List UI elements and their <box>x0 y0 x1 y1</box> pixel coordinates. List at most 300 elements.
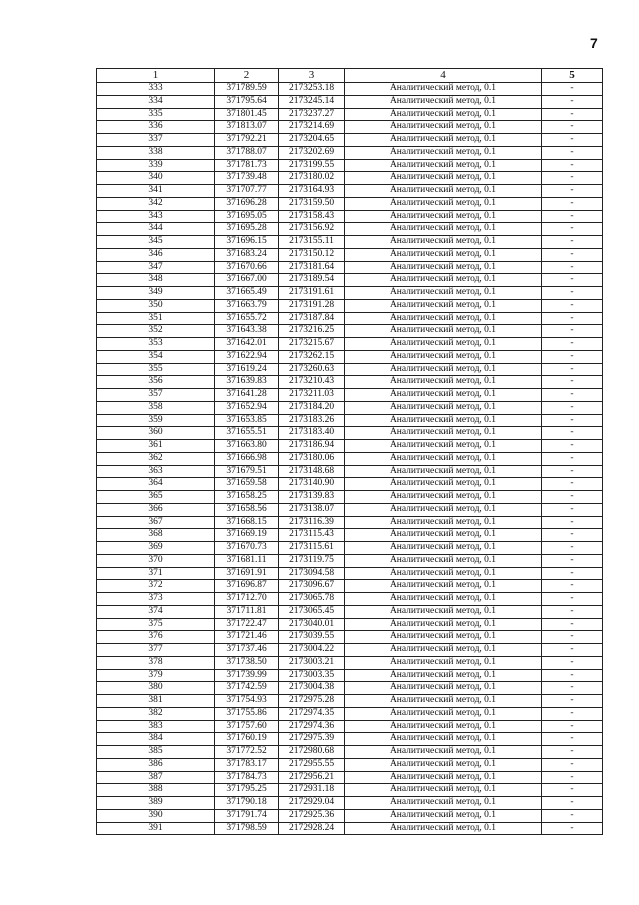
method-cell: Аналитический метод, 0.1 <box>345 746 542 759</box>
table-row <box>97 146 603 159</box>
y-coordinate-cell: 2172929.04 <box>279 797 345 810</box>
method-cell: Аналитический метод, 0.1 <box>345 771 542 784</box>
table-row <box>97 108 603 121</box>
y-coordinate-cell: 2173191.61 <box>279 287 345 300</box>
point-number-cell: 371 <box>97 567 215 580</box>
x-coordinate-cell: 371791.74 <box>215 809 279 822</box>
table-row <box>97 682 603 695</box>
dash-cell: - <box>542 644 603 657</box>
dash-cell: - <box>542 593 603 606</box>
x-coordinate-cell: 371655.72 <box>215 312 279 325</box>
point-number-cell: 359 <box>97 414 215 427</box>
y-coordinate-cell: 2172974.36 <box>279 720 345 733</box>
table-row <box>97 414 603 427</box>
x-coordinate-cell: 371667.00 <box>215 274 279 287</box>
dash-cell: - <box>542 631 603 644</box>
method-cell: Аналитический метод, 0.1 <box>345 248 542 261</box>
dash-cell: - <box>542 516 603 529</box>
table-row <box>97 478 603 491</box>
method-cell: Аналитический метод, 0.1 <box>345 669 542 682</box>
method-cell: Аналитический метод, 0.1 <box>345 822 542 835</box>
dash-cell: - <box>542 146 603 159</box>
point-number-cell: 368 <box>97 529 215 542</box>
y-coordinate-cell: 2173210.43 <box>279 376 345 389</box>
x-coordinate-cell: 371772.52 <box>215 746 279 759</box>
dash-cell: - <box>542 350 603 363</box>
point-number-cell: 385 <box>97 746 215 759</box>
x-coordinate-cell: 371754.93 <box>215 695 279 708</box>
method-cell: Аналитический метод, 0.1 <box>345 605 542 618</box>
method-cell: Аналитический метод, 0.1 <box>345 427 542 440</box>
y-coordinate-cell: 2173003.35 <box>279 669 345 682</box>
point-number-cell: 337 <box>97 134 215 147</box>
point-number-cell: 339 <box>97 159 215 172</box>
method-cell: Аналитический метод, 0.1 <box>345 389 542 402</box>
table-row <box>97 618 603 631</box>
y-coordinate-cell: 2173140.90 <box>279 478 345 491</box>
method-cell: Аналитический метод, 0.1 <box>345 631 542 644</box>
point-number-cell: 341 <box>97 185 215 198</box>
x-coordinate-cell: 371695.05 <box>215 210 279 223</box>
dash-cell: - <box>542 758 603 771</box>
method-cell: Аналитический метод, 0.1 <box>345 325 542 338</box>
header-col-1: 1 <box>97 69 215 83</box>
point-number-cell: 348 <box>97 274 215 287</box>
method-cell: Аналитический метод, 0.1 <box>345 542 542 555</box>
y-coordinate-cell: 2173180.06 <box>279 452 345 465</box>
dash-cell: - <box>542 248 603 261</box>
x-coordinate-cell: 371781.73 <box>215 159 279 172</box>
method-cell: Аналитический метод, 0.1 <box>345 656 542 669</box>
table-row <box>97 95 603 108</box>
table-row <box>97 440 603 453</box>
table-row <box>97 159 603 172</box>
x-coordinate-cell: 371788.07 <box>215 146 279 159</box>
method-cell: Аналитический метод, 0.1 <box>345 287 542 300</box>
x-coordinate-cell: 371665.49 <box>215 287 279 300</box>
dash-cell: - <box>542 223 603 236</box>
dash-cell: - <box>542 414 603 427</box>
method-cell: Аналитический метод, 0.1 <box>345 491 542 504</box>
point-number-cell: 334 <box>97 95 215 108</box>
y-coordinate-cell: 2173139.83 <box>279 491 345 504</box>
dash-cell: - <box>542 682 603 695</box>
y-coordinate-cell: 2173065.78 <box>279 593 345 606</box>
y-coordinate-cell: 2173138.07 <box>279 503 345 516</box>
dash-cell: - <box>542 427 603 440</box>
dash-cell: - <box>542 338 603 351</box>
point-number-cell: 349 <box>97 287 215 300</box>
table-body <box>97 83 603 835</box>
method-cell: Аналитический метод, 0.1 <box>345 503 542 516</box>
header-col-5: 5 <box>542 69 603 83</box>
method-cell: Аналитический метод, 0.1 <box>345 797 542 810</box>
x-coordinate-cell: 371643.38 <box>215 325 279 338</box>
point-number-cell: 367 <box>97 516 215 529</box>
y-coordinate-cell: 2173187.84 <box>279 312 345 325</box>
dash-cell: - <box>542 185 603 198</box>
table-row <box>97 491 603 504</box>
table-row <box>97 542 603 555</box>
y-coordinate-cell: 2173211.03 <box>279 389 345 402</box>
x-coordinate-cell: 371798.59 <box>215 822 279 835</box>
x-coordinate-cell: 371652.94 <box>215 401 279 414</box>
method-cell: Аналитический метод, 0.1 <box>345 618 542 631</box>
dash-cell: - <box>542 197 603 210</box>
header-col-4: 4 <box>345 69 542 83</box>
method-cell: Аналитический метод, 0.1 <box>345 83 542 96</box>
table-row <box>97 644 603 657</box>
dash-cell: - <box>542 389 603 402</box>
method-cell: Аналитический метод, 0.1 <box>345 452 542 465</box>
method-cell: Аналитический метод, 0.1 <box>345 593 542 606</box>
y-coordinate-cell: 2173215.67 <box>279 338 345 351</box>
point-number-cell: 356 <box>97 376 215 389</box>
point-number-cell: 347 <box>97 261 215 274</box>
table-row <box>97 503 603 516</box>
y-coordinate-cell: 2173202.69 <box>279 146 345 159</box>
table-row <box>97 720 603 733</box>
point-number-cell: 373 <box>97 593 215 606</box>
x-coordinate-cell: 371655.51 <box>215 427 279 440</box>
y-coordinate-cell: 2173237.27 <box>279 108 345 121</box>
point-number-cell: 384 <box>97 733 215 746</box>
table-row <box>97 299 603 312</box>
x-coordinate-cell: 371641.28 <box>215 389 279 402</box>
dash-cell: - <box>542 720 603 733</box>
table-row <box>97 631 603 644</box>
table-row <box>97 376 603 389</box>
x-coordinate-cell: 371696.15 <box>215 236 279 249</box>
point-number-cell: 377 <box>97 644 215 657</box>
point-number-cell: 381 <box>97 695 215 708</box>
y-coordinate-cell: 2172975.39 <box>279 733 345 746</box>
table-row <box>97 121 603 134</box>
dash-cell: - <box>542 83 603 96</box>
point-number-cell: 389 <box>97 797 215 810</box>
method-cell: Аналитический метод, 0.1 <box>345 733 542 746</box>
method-cell: Аналитический метод, 0.1 <box>345 121 542 134</box>
dash-cell: - <box>542 210 603 223</box>
table-row <box>97 809 603 822</box>
y-coordinate-cell: 2173096.67 <box>279 580 345 593</box>
method-cell: Аналитический метод, 0.1 <box>345 784 542 797</box>
method-cell: Аналитический метод, 0.1 <box>345 261 542 274</box>
point-number-cell: 336 <box>97 121 215 134</box>
dash-cell: - <box>542 159 603 172</box>
dash-cell: - <box>542 809 603 822</box>
x-coordinate-cell: 371642.01 <box>215 338 279 351</box>
method-cell: Аналитический метод, 0.1 <box>345 809 542 822</box>
method-cell: Аналитический метод, 0.1 <box>345 758 542 771</box>
x-coordinate-cell: 371670.73 <box>215 542 279 555</box>
point-number-cell: 361 <box>97 440 215 453</box>
method-cell: Аналитический метод, 0.1 <box>345 274 542 287</box>
method-cell: Аналитический метод, 0.1 <box>345 376 542 389</box>
x-coordinate-cell: 371622.94 <box>215 350 279 363</box>
table-row <box>97 274 603 287</box>
y-coordinate-cell: 2172925.36 <box>279 809 345 822</box>
dash-cell: - <box>542 529 603 542</box>
table-row <box>97 465 603 478</box>
dash-cell: - <box>542 261 603 274</box>
x-coordinate-cell: 371658.25 <box>215 491 279 504</box>
point-number-cell: 345 <box>97 236 215 249</box>
table-row <box>97 363 603 376</box>
point-number-cell: 352 <box>97 325 215 338</box>
y-coordinate-cell: 2173204.65 <box>279 134 345 147</box>
point-number-cell: 343 <box>97 210 215 223</box>
table-row <box>97 134 603 147</box>
x-coordinate-cell: 371711.81 <box>215 605 279 618</box>
x-coordinate-cell: 371739.48 <box>215 172 279 185</box>
dash-cell: - <box>542 299 603 312</box>
method-cell: Аналитический метод, 0.1 <box>345 350 542 363</box>
point-number-cell: 390 <box>97 809 215 822</box>
y-coordinate-cell: 2173181.64 <box>279 261 345 274</box>
point-number-cell: 365 <box>97 491 215 504</box>
point-number-cell: 363 <box>97 465 215 478</box>
y-coordinate-cell: 2173253.18 <box>279 83 345 96</box>
dash-cell: - <box>542 376 603 389</box>
method-cell: Аналитический метод, 0.1 <box>345 695 542 708</box>
y-coordinate-cell: 2173003.21 <box>279 656 345 669</box>
y-coordinate-cell: 2173004.38 <box>279 682 345 695</box>
y-coordinate-cell: 2173158.43 <box>279 210 345 223</box>
method-cell: Аналитический метод, 0.1 <box>345 185 542 198</box>
point-number-cell: 342 <box>97 197 215 210</box>
point-number-cell: 378 <box>97 656 215 669</box>
x-coordinate-cell: 371739.99 <box>215 669 279 682</box>
dash-cell: - <box>542 452 603 465</box>
dash-cell: - <box>542 440 603 453</box>
x-coordinate-cell: 371712.70 <box>215 593 279 606</box>
dash-cell: - <box>542 401 603 414</box>
method-cell: Аналитический метод, 0.1 <box>345 299 542 312</box>
dash-cell: - <box>542 95 603 108</box>
method-cell: Аналитический метод, 0.1 <box>345 363 542 376</box>
dash-cell: - <box>542 312 603 325</box>
x-coordinate-cell: 371696.28 <box>215 197 279 210</box>
y-coordinate-cell: 2173155.11 <box>279 236 345 249</box>
x-coordinate-cell: 371813.07 <box>215 121 279 134</box>
dash-cell: - <box>542 733 603 746</box>
point-number-cell: 360 <box>97 427 215 440</box>
table-row <box>97 197 603 210</box>
dash-cell: - <box>542 121 603 134</box>
y-coordinate-cell: 2173184.20 <box>279 401 345 414</box>
method-cell: Аналитический метод, 0.1 <box>345 108 542 121</box>
point-number-cell: 386 <box>97 758 215 771</box>
method-cell: Аналитический метод, 0.1 <box>345 210 542 223</box>
y-coordinate-cell: 2172975.28 <box>279 695 345 708</box>
point-number-cell: 382 <box>97 707 215 720</box>
dash-cell: - <box>542 363 603 376</box>
header-col-3: 3 <box>279 69 345 83</box>
y-coordinate-cell: 2173180.02 <box>279 172 345 185</box>
method-cell: Аналитический метод, 0.1 <box>345 172 542 185</box>
y-coordinate-cell: 2173214.69 <box>279 121 345 134</box>
x-coordinate-cell: 371668.15 <box>215 516 279 529</box>
dash-cell: - <box>542 669 603 682</box>
table-row <box>97 223 603 236</box>
table-row <box>97 516 603 529</box>
y-coordinate-cell: 2173004.22 <box>279 644 345 657</box>
method-cell: Аналитический метод, 0.1 <box>345 312 542 325</box>
dash-cell: - <box>542 797 603 810</box>
method-cell: Аналитический метод, 0.1 <box>345 465 542 478</box>
point-number-cell: 383 <box>97 720 215 733</box>
y-coordinate-cell: 2173156.92 <box>279 223 345 236</box>
dash-cell: - <box>542 325 603 338</box>
method-cell: Аналитический метод, 0.1 <box>345 478 542 491</box>
x-coordinate-cell: 371721.46 <box>215 631 279 644</box>
table-row <box>97 554 603 567</box>
point-number-cell: 350 <box>97 299 215 312</box>
y-coordinate-cell: 2173216.25 <box>279 325 345 338</box>
x-coordinate-cell: 371663.79 <box>215 299 279 312</box>
point-number-cell: 369 <box>97 542 215 555</box>
point-number-cell: 357 <box>97 389 215 402</box>
y-coordinate-cell: 2173164.93 <box>279 185 345 198</box>
dash-cell: - <box>542 618 603 631</box>
dash-cell: - <box>542 503 603 516</box>
point-number-cell: 375 <box>97 618 215 631</box>
page-number: 7 <box>590 35 598 51</box>
method-cell: Аналитический метод, 0.1 <box>345 720 542 733</box>
method-cell: Аналитический метод, 0.1 <box>345 134 542 147</box>
table-row <box>97 567 603 580</box>
y-coordinate-cell: 2173119.75 <box>279 554 345 567</box>
x-coordinate-cell: 371691.91 <box>215 567 279 580</box>
y-coordinate-cell: 2173186.94 <box>279 440 345 453</box>
x-coordinate-cell: 371738.50 <box>215 656 279 669</box>
method-cell: Аналитический метод, 0.1 <box>345 529 542 542</box>
table-row <box>97 389 603 402</box>
method-cell: Аналитический метод, 0.1 <box>345 197 542 210</box>
table-row <box>97 210 603 223</box>
table-row <box>97 287 603 300</box>
header-row <box>97 69 603 83</box>
table-row <box>97 733 603 746</box>
y-coordinate-cell: 2173116.39 <box>279 516 345 529</box>
y-coordinate-cell: 2173245.14 <box>279 95 345 108</box>
point-number-cell: 358 <box>97 401 215 414</box>
x-coordinate-cell: 371619.24 <box>215 363 279 376</box>
y-coordinate-cell: 2172980.68 <box>279 746 345 759</box>
point-number-cell: 340 <box>97 172 215 185</box>
dash-cell: - <box>542 108 603 121</box>
x-coordinate-cell: 371789.59 <box>215 83 279 96</box>
x-coordinate-cell: 371659.58 <box>215 478 279 491</box>
dash-cell: - <box>542 274 603 287</box>
method-cell: Аналитический метод, 0.1 <box>345 682 542 695</box>
table-row <box>97 784 603 797</box>
y-coordinate-cell: 2172974.35 <box>279 707 345 720</box>
point-number-cell: 354 <box>97 350 215 363</box>
y-coordinate-cell: 2173262.15 <box>279 350 345 363</box>
x-coordinate-cell: 371658.56 <box>215 503 279 516</box>
y-coordinate-cell: 2173039.55 <box>279 631 345 644</box>
method-cell: Аналитический метод, 0.1 <box>345 554 542 567</box>
table-row <box>97 350 603 363</box>
y-coordinate-cell: 2173094.58 <box>279 567 345 580</box>
y-coordinate-cell: 2173115.43 <box>279 529 345 542</box>
y-coordinate-cell: 2173115.61 <box>279 542 345 555</box>
point-number-cell: 379 <box>97 669 215 682</box>
x-coordinate-cell: 371707.77 <box>215 185 279 198</box>
table-row <box>97 236 603 249</box>
y-coordinate-cell: 2173199.55 <box>279 159 345 172</box>
table-row <box>97 605 603 618</box>
table-row <box>97 452 603 465</box>
point-number-cell: 338 <box>97 146 215 159</box>
x-coordinate-cell: 371760.19 <box>215 733 279 746</box>
x-coordinate-cell: 371755.86 <box>215 707 279 720</box>
table-row <box>97 669 603 682</box>
table-row <box>97 401 603 414</box>
table-row <box>97 707 603 720</box>
method-cell: Аналитический метод, 0.1 <box>345 567 542 580</box>
dash-cell: - <box>542 656 603 669</box>
y-coordinate-cell: 2173065.45 <box>279 605 345 618</box>
dash-cell: - <box>542 478 603 491</box>
point-number-cell: 374 <box>97 605 215 618</box>
x-coordinate-cell: 371696.87 <box>215 580 279 593</box>
table-row <box>97 83 603 96</box>
x-coordinate-cell: 371669.19 <box>215 529 279 542</box>
x-coordinate-cell: 371784.73 <box>215 771 279 784</box>
x-coordinate-cell: 371663.80 <box>215 440 279 453</box>
x-coordinate-cell: 371737.46 <box>215 644 279 657</box>
method-cell: Аналитический метод, 0.1 <box>345 236 542 249</box>
point-number-cell: 333 <box>97 83 215 96</box>
x-coordinate-cell: 371670.66 <box>215 261 279 274</box>
table-row <box>97 771 603 784</box>
point-number-cell: 335 <box>97 108 215 121</box>
table-row <box>97 529 603 542</box>
point-number-cell: 380 <box>97 682 215 695</box>
x-coordinate-cell: 371792.21 <box>215 134 279 147</box>
dash-cell: - <box>542 784 603 797</box>
y-coordinate-cell: 2172955.55 <box>279 758 345 771</box>
method-cell: Аналитический метод, 0.1 <box>345 223 542 236</box>
y-coordinate-cell: 2173159.50 <box>279 197 345 210</box>
method-cell: Аналитический метод, 0.1 <box>345 440 542 453</box>
method-cell: Аналитический метод, 0.1 <box>345 146 542 159</box>
point-number-cell: 370 <box>97 554 215 567</box>
x-coordinate-cell: 371683.24 <box>215 248 279 261</box>
point-number-cell: 355 <box>97 363 215 376</box>
header-col-2: 2 <box>215 69 279 83</box>
point-number-cell: 362 <box>97 452 215 465</box>
x-coordinate-cell: 371790.18 <box>215 797 279 810</box>
point-number-cell: 344 <box>97 223 215 236</box>
x-coordinate-cell: 371653.85 <box>215 414 279 427</box>
x-coordinate-cell: 371639.83 <box>215 376 279 389</box>
y-coordinate-cell: 2173148.68 <box>279 465 345 478</box>
method-cell: Аналитический метод, 0.1 <box>345 414 542 427</box>
x-coordinate-cell: 371679.51 <box>215 465 279 478</box>
table-row <box>97 185 603 198</box>
y-coordinate-cell: 2173260.63 <box>279 363 345 376</box>
dash-cell: - <box>542 695 603 708</box>
table-row <box>97 325 603 338</box>
table-row <box>97 822 603 835</box>
table-row <box>97 746 603 759</box>
dash-cell: - <box>542 236 603 249</box>
method-cell: Аналитический метод, 0.1 <box>345 159 542 172</box>
